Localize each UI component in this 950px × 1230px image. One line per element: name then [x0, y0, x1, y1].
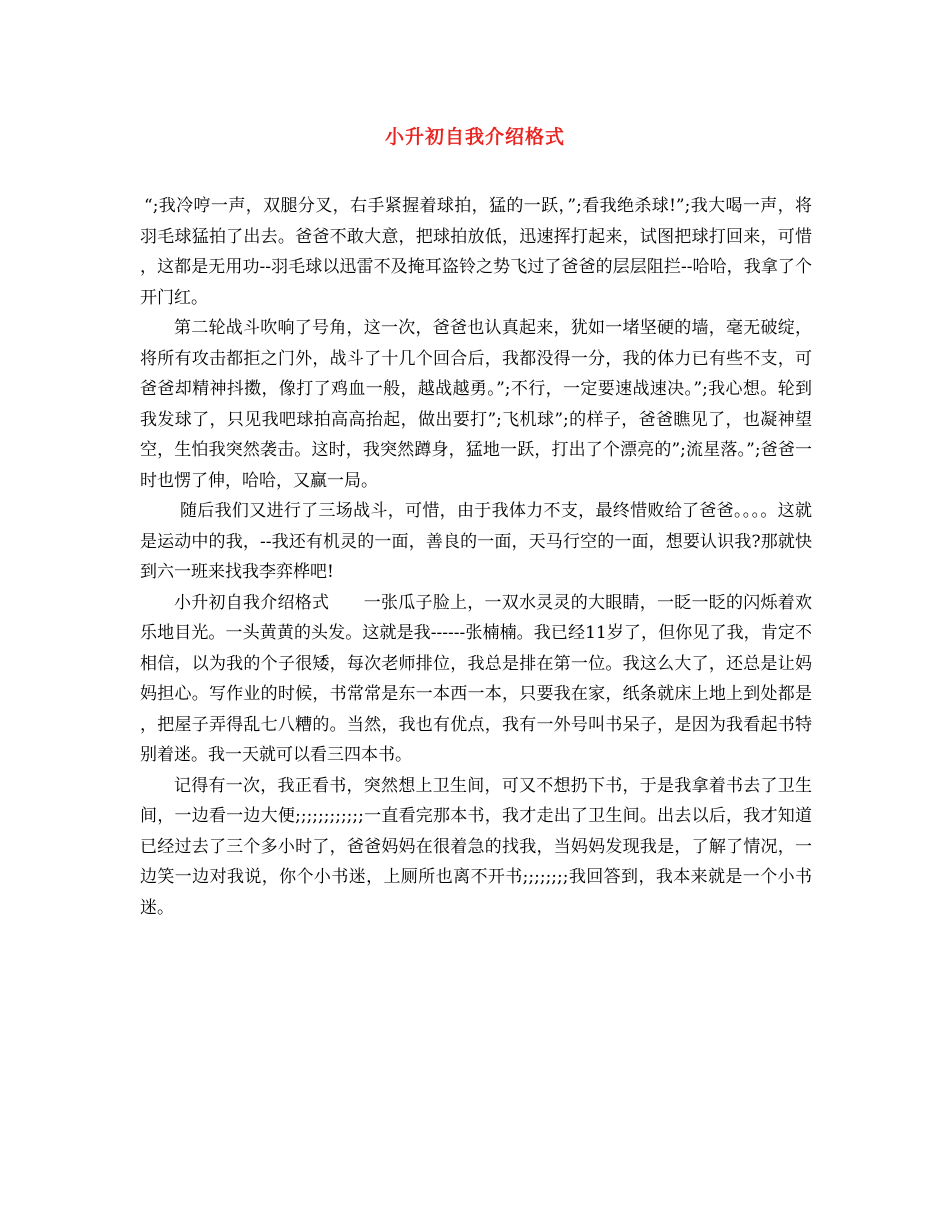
paragraph-1: “;我冷哼一声，双腿分叉，右手紧握着球拍，猛的一跃，”;看我绝杀球!”;我大喝一声，将羽毛球猛拍了出去。爸爸不敢大意，把球拍放低，迅速挥打起来，试图把球打回来，可惜，这都是无用功--羽毛球以迅雷不及掩耳盗铃之势飞过了爸爸的层层阻拦--哈哈，我拿了个开门红。	[140, 196, 812, 308]
paragraph-2: 第二轮战斗吹响了号角，这一次，爸爸也认真起来，犹如一堵坚硬的墙，毫无破绽，将所有攻击都拒之门外，战斗了十几个回合后，我都没得一分，我的体力已有些不支，可爸爸却精神抖擞，像打了鸡血一般，越战越勇。”;不行，一定要速战速决。”;我心想。轮到我发球了，只见我吧球拍高高抬起，做出要打”;飞机球”;的样子，爸爸瞧见了，也凝神望空，生怕我突然袭击。这时，我突然蹲身，猛地一跃，打出了个漂亮的”;流星落。”;爸爸一时也愣了伸，哈哈，又赢一局。	[140, 318, 812, 491]
paragraph-3: 随后我们又进行了三场战斗，可惜，由于我体力不支，最终惜败给了爸爸。。。。这就是运动中的我，--我还有机灵的一面，善良的一面，天马行空的一面，想要认识我?那就快到六一班来找我李弈桦吧!	[140, 501, 812, 582]
paragraph-5: 记得有一次，我正看书，突然想上卫生间，可又不想扔下书，于是我拿着书去了卫生间，一边看一边大便;;;;;;;;;;;;一直看完那本书，我才走出了卫生间。出去以后，我才知道已经过去了三个多小时了，爸爸妈妈在很着急的找我，当妈妈发现我是，了解了情况，一边笑一边对我说，你个小书迷，上厕所也离不开书;;;;;;;;我回答到，我本来就是一个小书迷。	[140, 775, 812, 918]
document-title: 小升初自我介绍格式	[384, 126, 565, 148]
document-body	[140, 191, 812, 923]
paragraph-4: 小升初自我介绍格式 一张瓜子脸上，一双水灵灵的大眼睛，一眨一眨的闪烁着欢乐地目光。一头黄黄的头发。这就是我------张楠楠。我已经11岁了，但你见了我，肯定不相信，以为我的个子很矮，每次老师排位，我总是排在第一位。我这么大了，还总是让妈妈担心。写作业的时候，书常常是东一本西一本，只要我在家，纸条就床上地上到处都是，把屋子弄得乱七八糟的。当然，我也有优点，我有一外号叫书呆子，是因为我看起书特别着迷。我一天就可以看三四本书。	[140, 592, 812, 765]
